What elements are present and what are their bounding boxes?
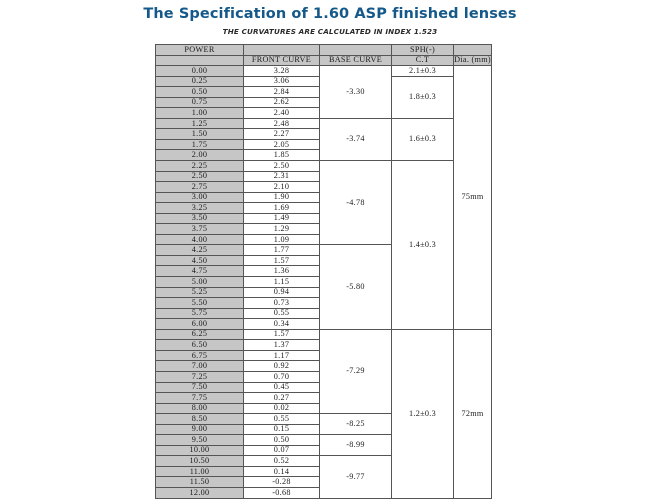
cell-power: 0.25 xyxy=(156,76,244,87)
specification-table-container xyxy=(155,44,491,499)
cell-front-curve: 2.62 xyxy=(244,97,320,108)
header-power: POWER xyxy=(156,45,244,56)
cell-power: 2.25 xyxy=(156,161,244,172)
table-row xyxy=(156,118,492,129)
cell-base-curve: -8.99 xyxy=(320,435,392,456)
header-blank-1 xyxy=(244,45,320,56)
cell-ct: 1.8±0.3 xyxy=(392,76,454,118)
cell-power: 7.50 xyxy=(156,382,244,393)
cell-front-curve: 0.73 xyxy=(244,298,320,309)
cell-base-curve: -4.78 xyxy=(320,161,392,245)
header-row-sub xyxy=(156,55,492,66)
cell-front-curve: 1.17 xyxy=(244,350,320,361)
cell-front-curve: 3.06 xyxy=(244,76,320,87)
cell-front-curve: -0.68 xyxy=(244,487,320,498)
header-blank-2 xyxy=(320,45,392,56)
cell-base-curve: -9.77 xyxy=(320,456,392,498)
cell-front-curve: 2.31 xyxy=(244,171,320,182)
table-row xyxy=(156,161,492,172)
cell-front-curve: 1.15 xyxy=(244,277,320,288)
cell-front-curve: 2.27 xyxy=(244,129,320,140)
cell-front-curve: 0.92 xyxy=(244,361,320,372)
cell-power: 10.00 xyxy=(156,445,244,456)
header-dia: Dia. (mm) xyxy=(454,55,491,65)
cell-front-curve: 0.02 xyxy=(244,403,320,414)
cell-power: 8.00 xyxy=(156,403,244,414)
cell-power: 5.25 xyxy=(156,287,244,298)
cell-front-curve: 0.52 xyxy=(244,456,320,467)
header-sub-blank xyxy=(156,55,244,66)
cell-front-curve: 1.09 xyxy=(244,234,320,245)
cell-front-curve: 2.40 xyxy=(244,108,320,119)
cell-power: 2.75 xyxy=(156,182,244,193)
cell-front-curve: 0.34 xyxy=(244,319,320,330)
cell-front-curve: 1.90 xyxy=(244,192,320,203)
cell-front-curve: 2.48 xyxy=(244,118,320,129)
cell-front-curve: 1.77 xyxy=(244,245,320,256)
cell-front-curve: 1.57 xyxy=(244,255,320,266)
cell-power: 3.25 xyxy=(156,203,244,214)
cell-front-curve: 2.50 xyxy=(244,161,320,172)
table-body xyxy=(156,66,492,498)
cell-power: 2.50 xyxy=(156,171,244,182)
header-row-main xyxy=(156,45,492,56)
cell-power: 4.00 xyxy=(156,234,244,245)
cell-power: 8.50 xyxy=(156,414,244,425)
cell-power: 1.75 xyxy=(156,139,244,150)
header-front-curve: FRONT CURVE xyxy=(244,55,320,66)
cell-front-curve: 2.10 xyxy=(244,182,320,193)
cell-ct: 2.1±0.3 xyxy=(392,66,454,77)
cell-ct: 1.6±0.3 xyxy=(392,118,454,160)
cell-power: 9.00 xyxy=(156,424,244,435)
header-sph: SPH(-) xyxy=(392,45,454,56)
cell-power: 11.50 xyxy=(156,477,244,488)
cell-power: 2.00 xyxy=(156,150,244,161)
cell-front-curve: 2.84 xyxy=(244,87,320,98)
cell-front-curve: 3.28 xyxy=(244,66,320,77)
cell-front-curve: 0.70 xyxy=(244,371,320,382)
cell-front-curve: 1.85 xyxy=(244,150,320,161)
cell-power: 6.75 xyxy=(156,350,244,361)
cell-front-curve: 0.07 xyxy=(244,445,320,456)
cell-front-curve: 0.55 xyxy=(244,414,320,425)
cell-power: 1.25 xyxy=(156,118,244,129)
cell-power: 5.50 xyxy=(156,298,244,309)
page-title: The Specification of 1.60 ASP finished lenses xyxy=(143,6,517,22)
cell-base-curve: -3.74 xyxy=(320,118,392,160)
header-base-curve: BASE CURVE xyxy=(320,55,392,66)
cell-power: 4.50 xyxy=(156,255,244,266)
cell-power: 6.00 xyxy=(156,319,244,330)
header-ct: C.T xyxy=(392,55,454,66)
specification-table xyxy=(155,44,492,499)
cell-power: 11.00 xyxy=(156,466,244,477)
cell-power: 10.50 xyxy=(156,456,244,467)
cell-front-curve: 0.55 xyxy=(244,308,320,319)
cell-front-curve: 1.37 xyxy=(244,340,320,351)
cell-base-curve: -8.25 xyxy=(320,414,392,435)
cell-front-curve: 0.27 xyxy=(244,393,320,404)
page-subtitle: THE CURVATURES ARE CALCULATED IN INDEX 1.523 xyxy=(222,26,438,36)
cell-front-curve: 0.45 xyxy=(244,382,320,393)
cell-power: 4.75 xyxy=(156,266,244,277)
cell-dia: 72mm xyxy=(454,329,492,498)
cell-ct: 1.2±0.3 xyxy=(392,329,454,498)
cell-front-curve: 1.49 xyxy=(244,213,320,224)
cell-power: 4.25 xyxy=(156,245,244,256)
cell-front-curve: 1.69 xyxy=(244,203,320,214)
cell-dia: 75mm xyxy=(454,66,492,330)
cell-front-curve: 0.15 xyxy=(244,424,320,435)
cell-power: 0.00 xyxy=(156,66,244,77)
cell-power: 1.50 xyxy=(156,129,244,140)
cell-front-curve: -0.28 xyxy=(244,477,320,488)
cell-ct: 1.4±0.3 xyxy=(392,161,454,330)
cell-power: 5.75 xyxy=(156,308,244,319)
cell-power: 3.75 xyxy=(156,224,244,235)
cell-power: 7.25 xyxy=(156,371,244,382)
cell-base-curve: -3.30 xyxy=(320,66,392,119)
cell-front-curve: 2.05 xyxy=(244,139,320,150)
cell-power: 0.50 xyxy=(156,87,244,98)
cell-power: 3.50 xyxy=(156,213,244,224)
cell-base-curve: -7.29 xyxy=(320,329,392,413)
cell-power: 7.00 xyxy=(156,361,244,372)
cell-power: 6.50 xyxy=(156,340,244,351)
cell-front-curve: 0.50 xyxy=(244,435,320,446)
cell-power: 6.25 xyxy=(156,329,244,340)
header-blank-3 xyxy=(454,45,492,56)
cell-front-curve: 1.57 xyxy=(244,329,320,340)
table-row xyxy=(156,66,492,77)
cell-power: 0.75 xyxy=(156,97,244,108)
cell-power: 5.00 xyxy=(156,277,244,288)
table-row xyxy=(156,329,492,340)
cell-front-curve: 1.36 xyxy=(244,266,320,277)
cell-power: 9.50 xyxy=(156,435,244,446)
cell-base-curve: -5.80 xyxy=(320,245,392,329)
table-header xyxy=(156,45,492,66)
cell-power: 1.00 xyxy=(156,108,244,119)
cell-front-curve: 0.14 xyxy=(244,466,320,477)
cell-power: 12.00 xyxy=(156,487,244,498)
cell-front-curve: 0.94 xyxy=(244,287,320,298)
cell-power: 7.75 xyxy=(156,393,244,404)
cell-front-curve: 1.29 xyxy=(244,224,320,235)
cell-power: 3.00 xyxy=(156,192,244,203)
